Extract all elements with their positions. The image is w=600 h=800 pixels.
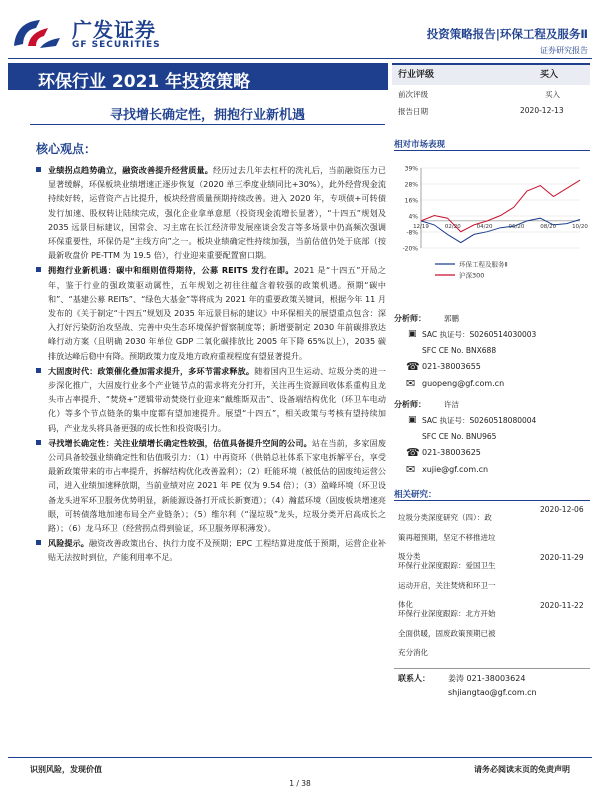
y-tick-label: 39% — [404, 165, 418, 173]
contact-email[interactable]: shjiangtao@gf.com.cn — [448, 688, 537, 697]
subtitle-divider — [30, 124, 385, 125]
core-view-list — [36, 163, 386, 566]
analyst-name: 许洁 — [444, 400, 459, 409]
analyst-sac: SAC 执证号：S0260514030003 — [422, 330, 537, 339]
analyst-sfc: SFC CE No. BNU965 — [422, 432, 497, 441]
perf-heading: 相对市场表现 — [394, 140, 446, 150]
email-icon: ✉ — [406, 463, 416, 476]
core-bullet — [36, 536, 386, 564]
bullet-square-icon — [36, 267, 41, 272]
bullet-square-icon — [36, 167, 41, 172]
y-tick-label: 4% — [408, 213, 418, 221]
sac-badge-icon: ▣ — [408, 329, 417, 339]
page-number: 1 / 38 — [289, 779, 311, 788]
bullet-square-icon — [36, 440, 41, 445]
x-tick-label: 02/20 — [444, 223, 461, 230]
report-type: 投资策略报告|环保工程及服务Ⅱ — [426, 27, 588, 41]
analyst-card — [394, 313, 590, 399]
legend-label: 沪深300 — [459, 271, 485, 280]
x-tick-label: 10/20 — [572, 223, 588, 230]
analyst-name: 郭鹏 — [444, 314, 459, 323]
series-line — [421, 218, 580, 242]
logo-english: GF SECURITIES — [72, 40, 161, 50]
related-item-date: 2020-11-29 — [540, 553, 584, 562]
footer-divider — [8, 757, 592, 758]
analyst-email[interactable]: xujie@gf.com.cn — [422, 465, 489, 474]
analyst-sfc: SFC CE No. BNX688 — [422, 346, 497, 355]
analyst-email[interactable]: guopeng@gf.com.cn — [422, 379, 505, 388]
related-item-text: 垃圾分类深度研究（四）：政策再超预期，坚定不移推进垃圾分类 — [398, 513, 496, 561]
core-bullet — [36, 263, 386, 362]
analyst-block — [394, 313, 590, 485]
related-item-text: 环保行业深度跟踪：北方开始全面供暖，固废政策预期已被充分消化 — [398, 609, 496, 657]
logo-chinese: 广发证券 — [72, 18, 156, 42]
x-tick-label: 06/20 — [508, 223, 525, 230]
footer-slogan: 识别风险，发现价值 — [30, 765, 102, 774]
related-item-date: 2020-12-06 — [540, 505, 584, 514]
contact-divider — [394, 668, 590, 669]
bullet-square-icon — [36, 540, 41, 545]
relative-performance-chart — [395, 160, 595, 300]
related-item[interactable] — [398, 601, 498, 660]
report-date-label: 报告日期 — [398, 107, 428, 116]
x-tick-label: 04/20 — [476, 223, 493, 230]
header-divider — [8, 58, 592, 59]
bullet-text: 随着国内卫生运动、垃圾分类的进一步深化推广，大固废行业多个产业链节点的需求将充分打开，关注再生资源回收体系重构且龙头市占率提升、“焚烧+”逻辑带动焚烧行业迎来“戴维斯双击”、设备端结构优化（环卫车电动化）等多个节点链条的集中度都有望加速提升。展望“十四五”，相关政策与考核有望持续加码，产业龙头将具备更强的成长性和投资吸引力。 — [48, 365, 386, 433]
page-title: 环保行业 2021 年投资策略 — [38, 72, 251, 92]
rating-label: 行业评级 — [398, 70, 435, 80]
bullet-lead: 业绩拐点趋势确立，融资改善提升经营质量。 — [48, 165, 213, 175]
analyst-label: 分析师： — [394, 400, 426, 409]
phone-icon: ☎ — [406, 360, 420, 373]
bullet-text: 融资改善政策出台、执行力度不及预期；EPC 工程结算进度低于预期，运营企业补贴无法按时到位，产能利用率不足。 — [48, 538, 386, 563]
contact-name-phone: 姜涛 021-38003624 — [448, 674, 526, 683]
related-item-date: 2020-11-22 — [540, 601, 584, 610]
analyst-phone: 021-38003655 — [422, 362, 481, 371]
related-divider — [394, 500, 590, 501]
x-tick-label: 08/20 — [540, 223, 557, 230]
y-tick-label: -8% — [406, 229, 418, 237]
core-bullet — [36, 163, 386, 262]
rating-value: 买入 — [540, 70, 559, 80]
analyst-sac: SAC 执证号：S0260518080004 — [422, 416, 537, 425]
bullet-text: 站在当前，多家固废公司具备较强业绩确定性和估值吸引力：（1）中再资环（供销总社体系下家电拆解平台，享受最新政策带来的市占率提升，拆解结构优化改善盈利）；（2）旺能环境（被低估的固废纯运营公司，进入业绩加速释放期，当前业绩对应 2021 年 PE 仅为 9.54 倍）；（3）盈峰环境（环卫设备龙头进军环卫服务优势明显，新能源设备打开成长新赛道）；（4）瀚蓝环境（固废板块增速亮眼，可转债落地加速布局全产业链条）；（5）维尔利（“湿垃圾”龙头，垃圾分类开启高成长之路）；（6）龙马环卫（经营拐点得到验证，环卫服务厚积薄发）。 — [48, 437, 386, 534]
bullet-lead: 大固废时代：政策催化叠加需求提升，多环节需求释放。 — [48, 365, 255, 376]
analyst-label: 分析师： — [394, 314, 426, 323]
email-icon: ✉ — [406, 377, 416, 390]
legend-label: 环保工程及服务Ⅱ — [459, 260, 508, 269]
prev-rating-label: 前次评级 — [398, 90, 428, 99]
bullet-text: 2021 是“十四五”开局之年，鉴于行业的强政策驱动属性，五年规划之初往往蕴含着较强的政策机遇。预期“碳中和”、“基建公募 REITs”、“绿色大基金”等将成为 2021 年的重要政策关键词，根据今年 11 月发布的《关于制定“十四五”规划及 2035 年远景目标的建议》中环保相关的展望重点包含：深入打好污染防治攻坚战、完善中央生态环境保护督察制度等；新增要制定 2030 年前碳排放达峰行动方案（且明确 2030 年单位 GDP 二氧化碳排放比 2005 年下降 65%以上），2035 碳排放达峰后稳中有降。预期政策力度及地方政府重视程度有望显著提升。 — [48, 265, 386, 361]
phone-icon: ☎ — [406, 446, 420, 459]
bullet-lead: 风险提示。 — [48, 538, 90, 549]
y-tick-label: -20% — [402, 245, 418, 253]
perf-divider — [394, 150, 590, 151]
sac-badge-icon: ▣ — [408, 415, 417, 425]
report-subtype: 证券研究报告 — [540, 46, 588, 55]
core-view-heading: 核心观点： — [36, 142, 97, 156]
report-date-value: 2020-12-13 — [520, 106, 564, 115]
contact-label: 联系人： — [398, 674, 430, 683]
bullet-lead: 寻找增长确定性：关注业绩增长确定性较强，估值具备提升空间的公司。 — [48, 437, 312, 448]
gf-logo-icon — [10, 16, 64, 52]
x-tick-label: 12/19 — [413, 223, 429, 230]
page-subtitle: 寻找增长确定性，拥抱行业新机遇 — [110, 108, 306, 123]
core-bullet — [36, 364, 386, 435]
footer-disclaimer: 请务必阅读末页的免责声明 — [474, 765, 570, 774]
related-heading: 相关研究： — [394, 490, 437, 500]
bullet-lead: 拥抱行业新机遇：碳中和细则值得期待，公募 REITS 发行在即。 — [48, 265, 294, 276]
bullet-square-icon — [36, 368, 41, 373]
core-bullet — [36, 436, 386, 535]
y-tick-label: 28% — [404, 181, 418, 189]
analyst-phone: 021-38003625 — [422, 448, 481, 457]
bullet-text: 经历过去几年去杠杆的洗礼后，当前融资压力已显著缓解，环保板块业绩增速正逐步恢复（2020 单三季度业绩同比+30%），此外经营现金流持续好转，运营资产占比提升，板块经营质量预期持续改善。进入 2020 年，专项债+可转债发行加速、股权转让陆续完成，强化企业拿单意愿（投资现金流增长显著），“十四五”规划及 2035 远景目标建议，国常会、习主席在长江经济带发展座谈会发言等多场景中仍高频次强调环保重要性，环保仍是“主线方向”之一。板块业绩确定性持续加强，当前估值仍处于底部（按最新收盘价 PE-TTM 为 19.5 倍），行业迎来重要配置窗口期。 — [48, 165, 386, 261]
prev-rating-value: 买入 — [545, 90, 560, 99]
related-item-text: 环保行业深度跟踪：爱国卫生运动开启，关注焚烧和环卫一体化 — [398, 561, 496, 609]
y-tick-label: 16% — [404, 197, 418, 205]
analyst-card — [394, 399, 590, 485]
